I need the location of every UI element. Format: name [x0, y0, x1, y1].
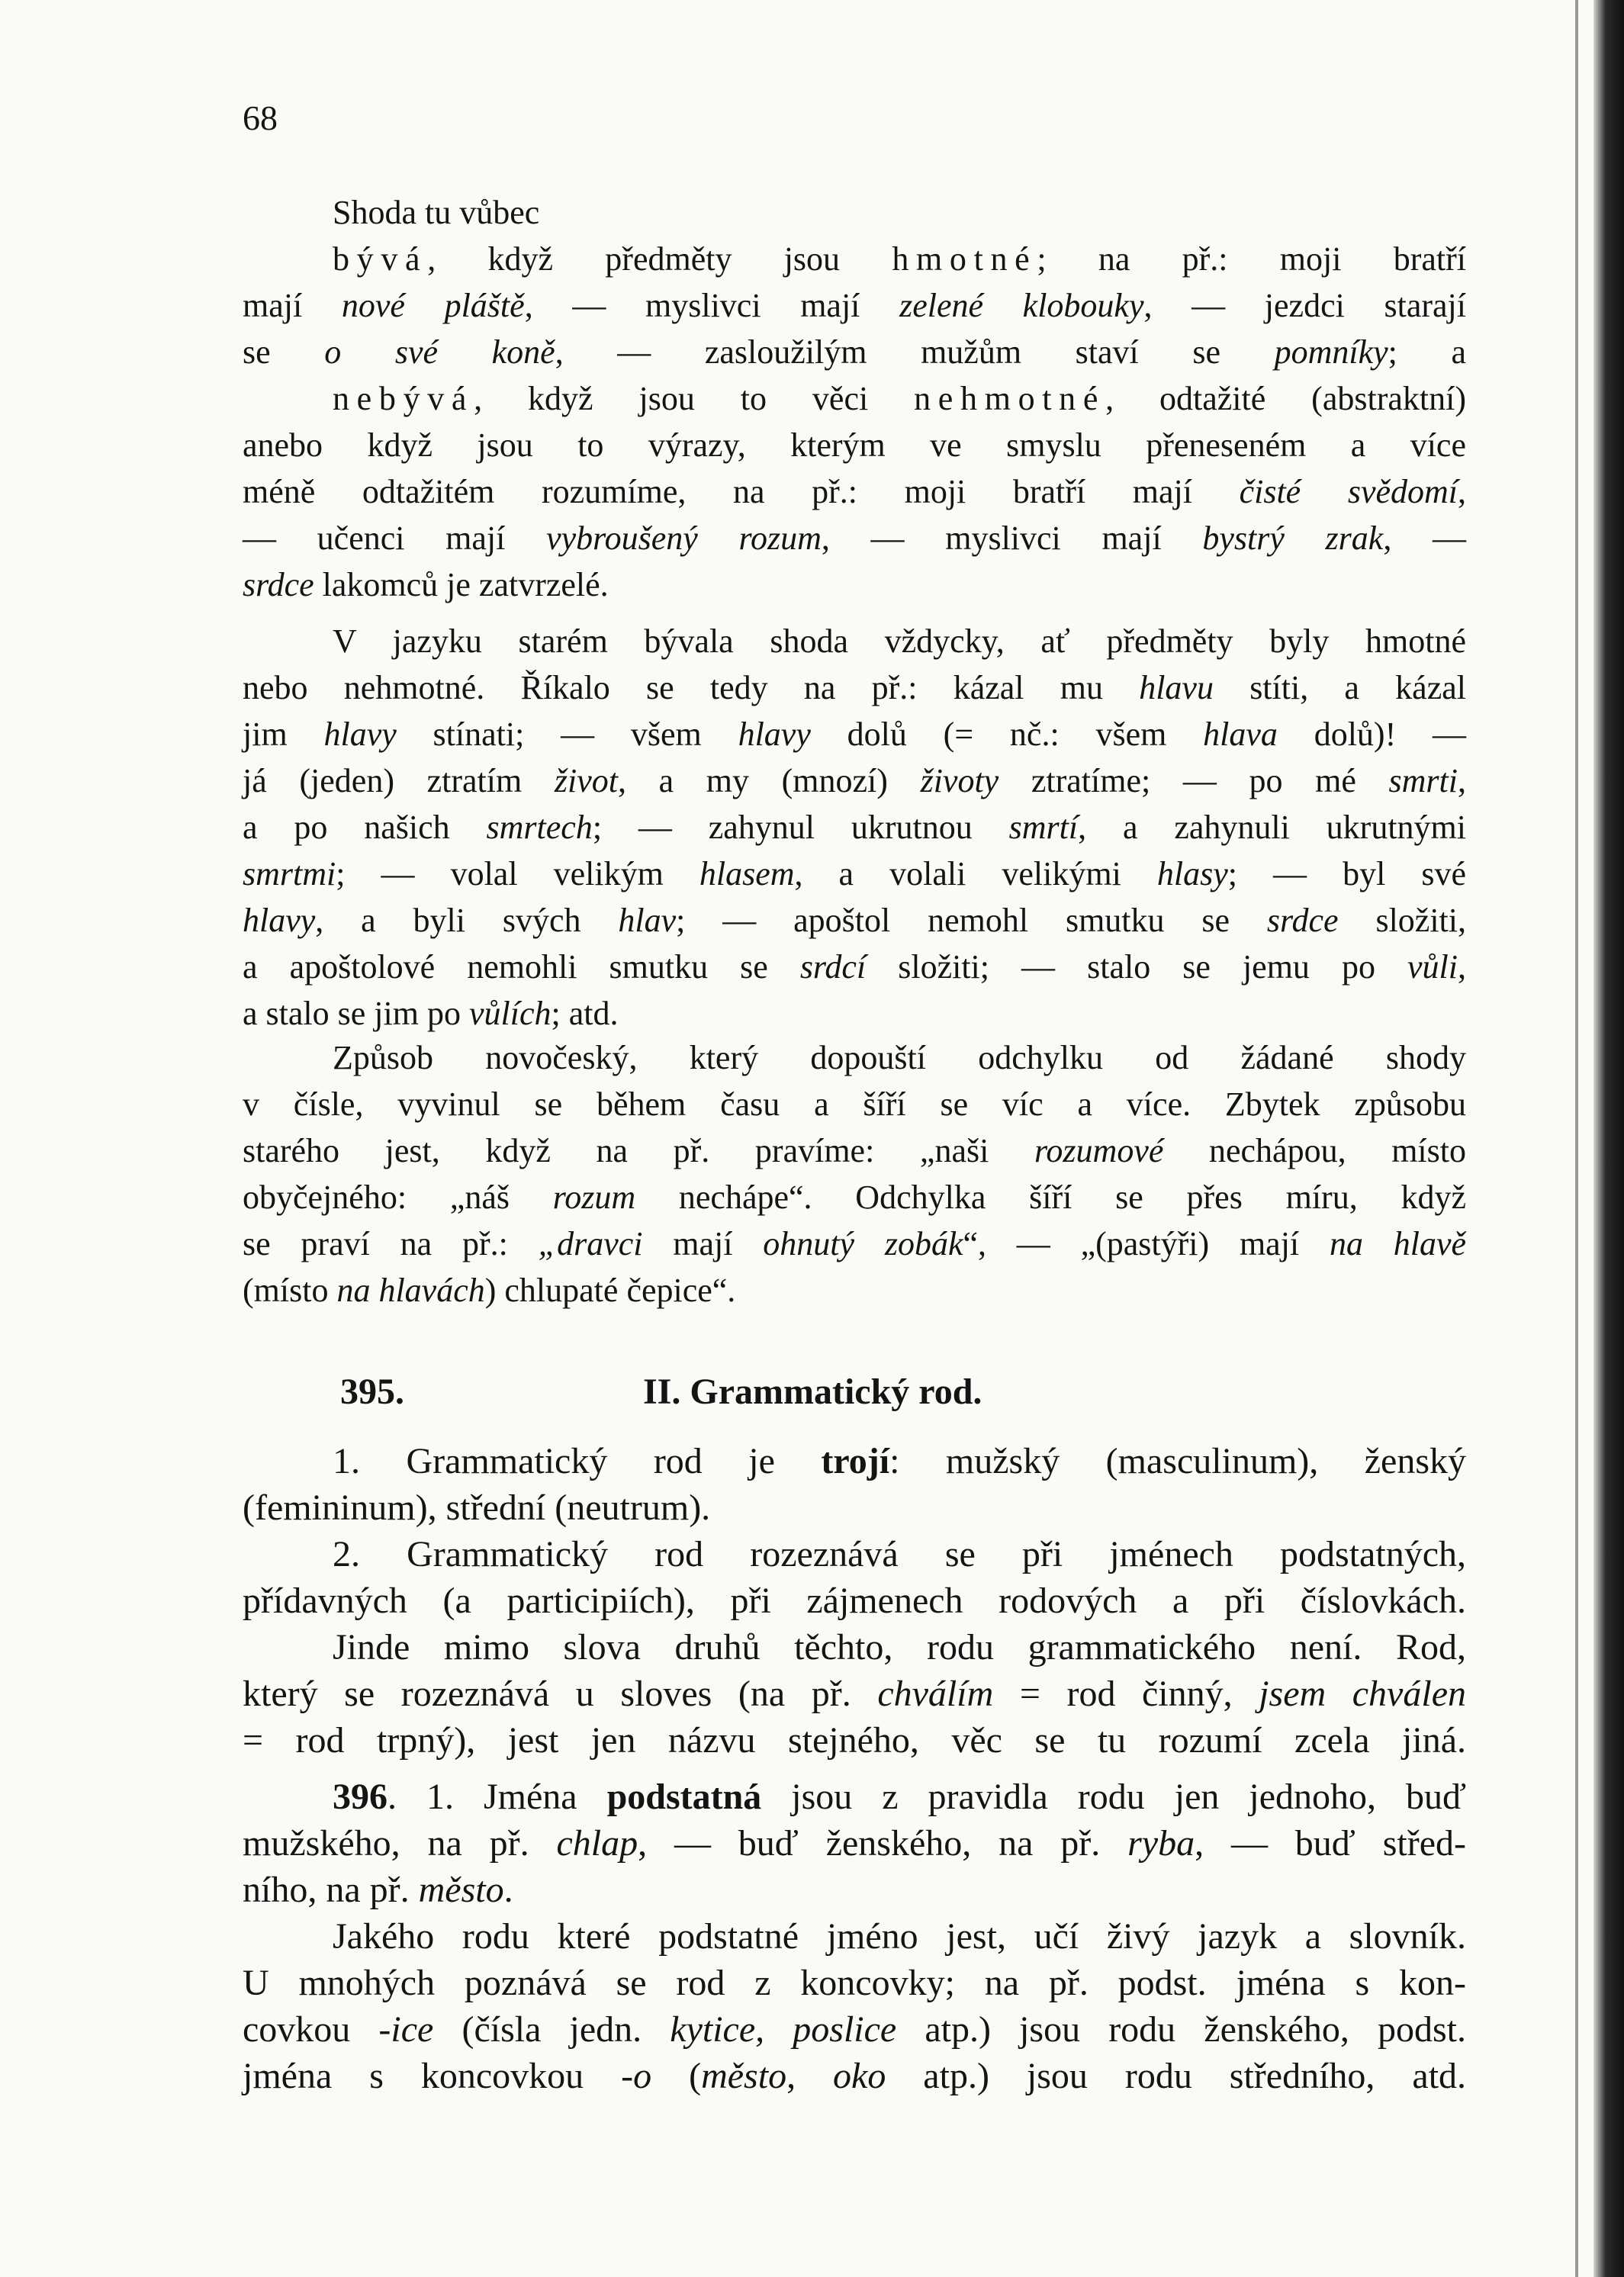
text-line: 1. Grammatický rod je trojí: mužský (masculinum), ženský: [333, 1441, 1466, 1481]
paragraph-jmena-podstatna: [243, 1774, 1466, 2099]
text-line: ního, na př. město.: [243, 1870, 513, 1910]
page-edge-line: [1575, 0, 1578, 2277]
text-line: covkou -ice (čísla jedn. kytice, poslice atp.) jsou rodu ženského, podst.: [243, 2009, 1466, 2050]
text-line: nebývá, když jsou to věci nehmotné, odtažité (abstraktní): [333, 380, 1466, 417]
text-line: v čísle, vyvinul se během času a šíří se víc a více. Zbytek způsobu: [243, 1085, 1466, 1123]
text-line: anebo když jsou to výrazy, kterým ve smyslu přeneseném a více: [243, 426, 1466, 464]
paragraph-grammaticky-rod: [243, 1438, 1466, 1764]
text-line: mají nové pláště, — myslivci mají zelené klobouky, — jezdci starají: [243, 287, 1466, 324]
text-line: Způsob novočeský, který dopouští odchylku od žádané shody: [333, 1039, 1466, 1076]
text-line: se o své koně, — zasloužilým mužům staví se pomníky; a: [243, 333, 1467, 371]
text-line: nebo nehmotné. Říkalo se tedy na př.: kázal mu hlavu stíti, a kázal: [243, 669, 1466, 706]
paragraph-shoda: [243, 189, 1466, 608]
text-line: (místo na hlavách) chlupaté čepice“.: [243, 1272, 736, 1309]
text-line: přídavných (a participiích), při zájmenech rodových a při číslovkách.: [243, 1581, 1466, 1621]
text-line: — učenci mají vybroušený rozum, — myslivci mají bystrý zrak, —: [243, 519, 1467, 557]
section-title: II. Grammatický rod.: [643, 1372, 982, 1412]
text-line: = rod trpný), jest jen názvu stejného, věc se tu rozumí zcela jiná.: [243, 1720, 1466, 1761]
section-number: 395.: [340, 1372, 404, 1412]
text-line: hlavy, a byli svých hlav; — apoštol nemohl smutku se srdce složiti,: [243, 902, 1466, 939]
text-line: bývá, když předměty jsou hmotné; na př.: moji bratří: [333, 240, 1466, 278]
text-line: mužského, na př. chlap, — buď ženského, na př. ryba, — buď střed-: [243, 1823, 1466, 1864]
section-heading: [243, 1365, 1466, 1419]
page-number: 68: [243, 98, 278, 137]
text-line: U mnohých poznává se rod z koncovky; na př. podst. jména s kon-: [243, 1963, 1466, 2003]
paragraph-zpusob-novocesky: [243, 1034, 1466, 1314]
page-edge-shadow: [1593, 0, 1624, 2277]
text-line: já (jeden) ztratím život, a my (mnozí) životy ztratíme; — po mé smrti,: [243, 762, 1467, 799]
text-line: V jazyku starém bývala shoda vždycky, ať předměty byly hmotné: [333, 622, 1466, 660]
text-line: a stalo se jim po vůlích; atd.: [243, 995, 619, 1032]
text-line: Jakého rodu které podstatné jméno jest, učí živý jazyk a slovník.: [333, 1916, 1466, 1957]
text-line: 2. Grammatický rod rozeznává se při jménech podstatných,: [333, 1534, 1466, 1574]
text-line: jim hlavy stínati; — všem hlavy dolů (= nč.: všem hlava dolů)! —: [243, 716, 1467, 753]
text-line: a apoštolové nemohli smutku se srdcí složiti; — stalo se jemu po vůli,: [243, 948, 1466, 986]
text-line: Shoda tu vůbec: [333, 194, 540, 231]
text-line: a po našich smrtech; — zahynul ukrutnou smrtí, a zahynuli ukrutnými: [243, 809, 1467, 846]
text-line: smrtmi; — volal velikým hlasem, a volali velikými hlasy; — byl své: [243, 855, 1466, 892]
text-line: který se rozeznává u sloves (na př. chválím = rod činný, jsem chválen: [243, 1674, 1466, 1714]
text-line: srdce lakomců je zatvrzelé.: [243, 566, 609, 603]
text-line: obyčejného: „náš rozum nechápe“. Odchylka šíří se přes míru, když: [243, 1179, 1466, 1216]
text-line: 396. 1. Jména podstatná jsou z pravidla rodu jen jednoho, buď: [333, 1777, 1467, 1817]
text-line: (femininum), střední (neutrum).: [243, 1487, 711, 1528]
text-line: starého jest, když na př. pravíme: „naši rozumové nechápou, místo: [243, 1132, 1466, 1169]
text-line: jména s koncovkou -o (město, oko atp.) jsou rodu středního, atd.: [243, 2056, 1467, 2096]
paragraph-jazyk-stary: [243, 618, 1466, 1037]
text-line: se praví na př.: „dravci mají ohnutý zobák“, — „(pastýři) mají na hlavě: [243, 1225, 1467, 1262]
text-line: méně odtažitém rozumíme, na př.: moji bratří mají čisté svědomí,: [243, 473, 1466, 510]
text-line: Jinde mimo slova druhů těchto, rodu grammatického není. Rod,: [333, 1627, 1466, 1668]
